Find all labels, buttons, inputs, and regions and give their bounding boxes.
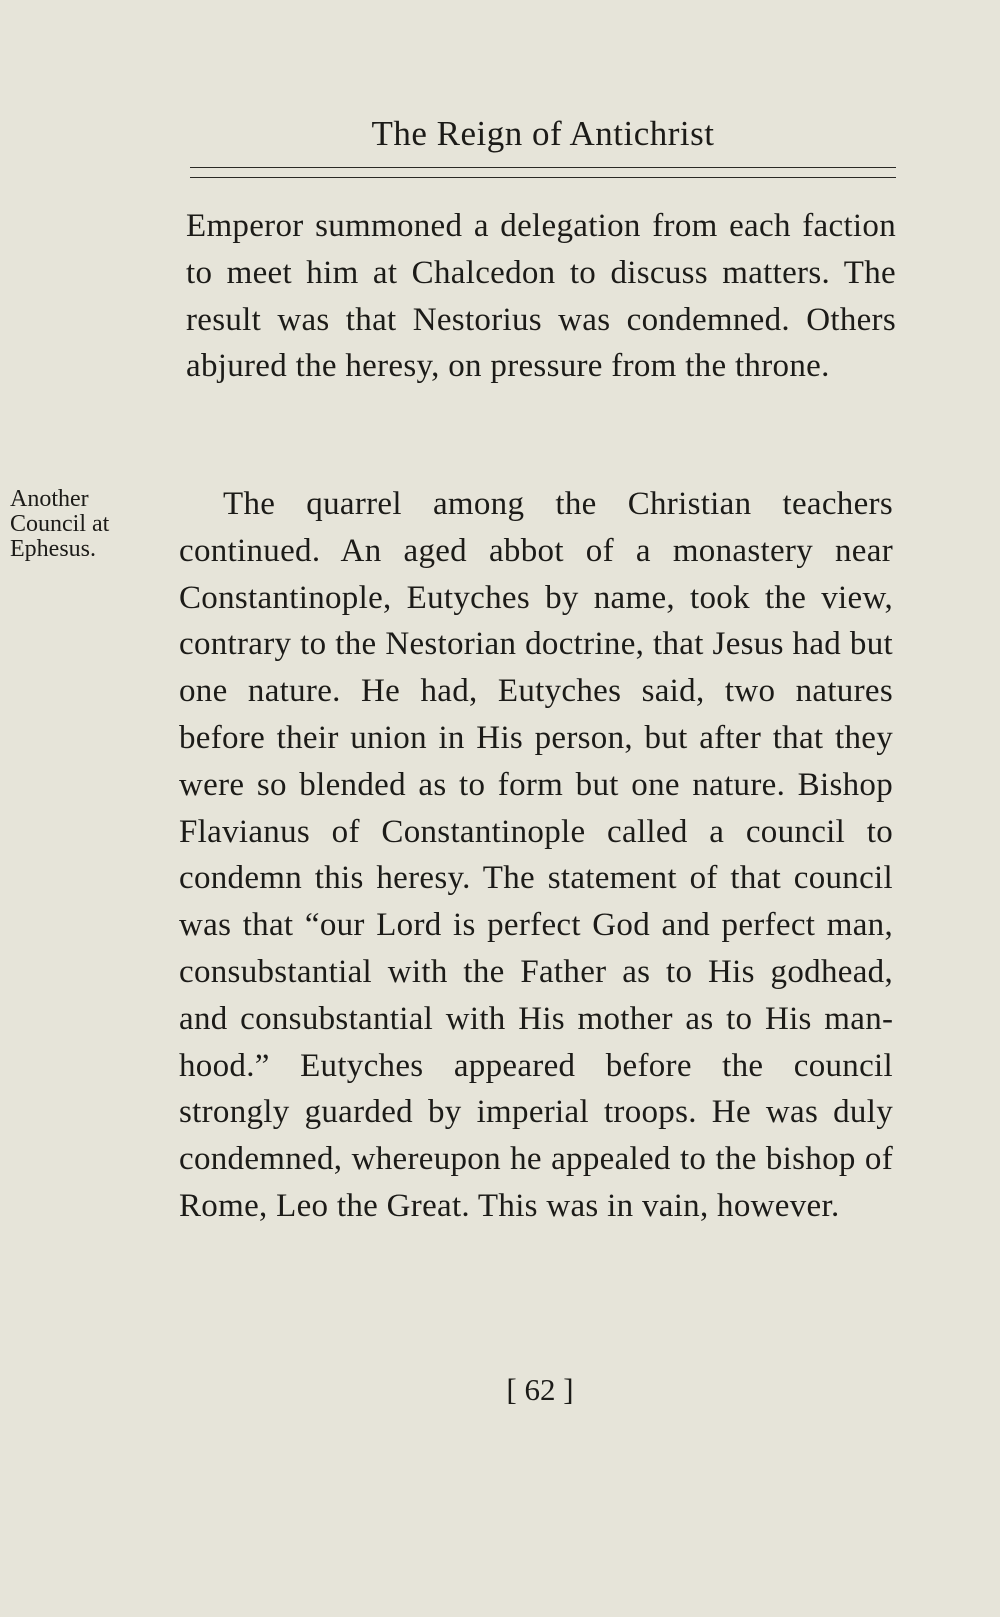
paragraph-text: Emperor summoned a delegation from each faction to meet him at Chalcedon to discuss matters. The result was that Nestorius was condemned. Others abjured the heresy, on pressure from the throne. — [186, 208, 896, 385]
paragraph-council — [179, 481, 893, 1230]
running-head: The Reign of Antichrist — [371, 114, 715, 153]
margin-note-line: Council at — [10, 511, 110, 537]
paragraph-continued — [186, 203, 896, 390]
margin-note-line: Ephesus. — [10, 536, 96, 562]
header-rule-upper — [190, 167, 896, 168]
margin-note — [10, 487, 170, 562]
header-rule-lower — [190, 177, 896, 178]
paragraph-text: The quarrel among the Christian teachers continued. An aged abbot of a monastery near Constantinople, Eutyches by name, took the view, contrary to the Nestorian doctrine, that Jesus had but one nature. He had, Eutyches said, two natures before their union in His person, but after that they were so blended as to form but one nature. Bishop Flavianus of Constantinople called a council to condemn this heresy. The statement of that council was that “our Lord is perfect God and perfect man, consubstantial with the Father as to His godhead, and consubstantial with His mother as to His manhood.” Eutyches appeared before the council strongly guarded by imperial troops. He was duly condemned, whereupon he appealed to the bishop of Rome, Leo the Great. This was in vain, however. — [179, 486, 893, 1224]
page-number: [ 62 ] — [506, 1372, 574, 1407]
margin-note-line: Another — [10, 486, 89, 512]
